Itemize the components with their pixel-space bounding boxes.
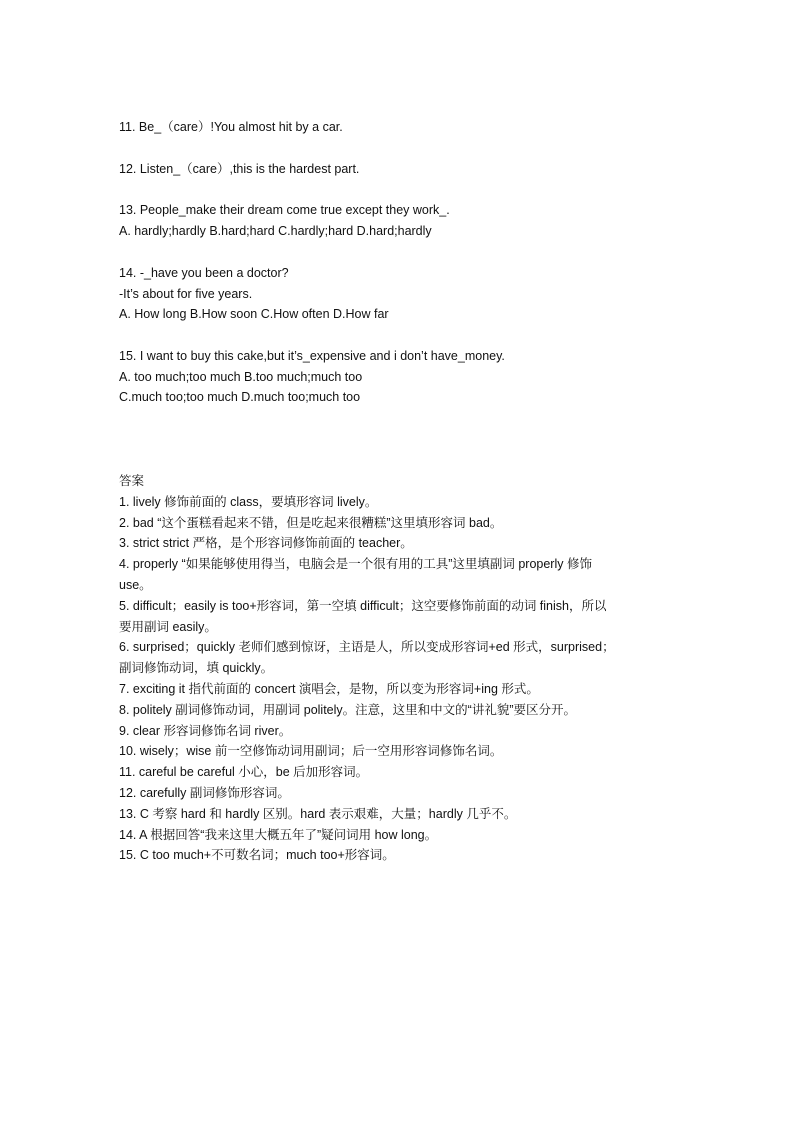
- question-15-options-ab: A. too much;too much B.too much;much too: [119, 370, 363, 384]
- question-12: 12. Listen_（care）,this is the hardest part.: [119, 162, 360, 176]
- answer-line: 要用副词 easily。: [119, 620, 217, 634]
- answer-line: 7. exciting it 指代前面的 concert 演唱会，是物，所以变为形容词+ing 形式。: [119, 682, 539, 696]
- answer-line: 3. strict strict 严格，是个形容词修饰前面的 teacher。: [119, 536, 413, 550]
- answer-line: 6. surprised；quickly 老师们感到惊讶，主语是人，所以变成形容词+ed 形式，surprised；: [119, 640, 615, 654]
- answer-line: 14. A 根据回答“我来这里大概五年了”疑问词用 how long。: [119, 828, 438, 842]
- answer-line: 2. bad “这个蛋糕看起来不错，但是吃起来很糟糕”这里填形容词 bad。: [119, 516, 503, 530]
- question-15: 15. I want to buy this cake,but it’s_expensive and i don’t have_money.: [119, 349, 505, 363]
- answer-line: 4. properly “如果能够使用得当，电脑会是一个很有用的工具”这里填副词 properly 修饰: [119, 557, 592, 571]
- answer-line: 12. carefully 副词修饰形容词。: [119, 786, 290, 800]
- question-11: 11. Be_（care）!You almost hit by a car.: [119, 120, 343, 134]
- question-14: 14. -_have you been a doctor?: [119, 266, 289, 280]
- answer-line: 8. politely 副词修饰动词，用副词 politely。注意，这里和中文的“讲礼貌”要区分开。: [119, 703, 576, 717]
- answer-line: 13. C 考察 hard 和 hardly 区别。hard 表示艰难，大量；hardly 几乎不。: [119, 807, 517, 821]
- answer-line: 15. C too much+不可数名词；much too+形容词。: [119, 848, 395, 862]
- question-13-options: A. hardly;hardly B.hard;hard C.hardly;hard D.hard;hardly: [119, 224, 432, 238]
- answer-line: 9. clear 形容词修饰名词 river。: [119, 724, 292, 738]
- answer-line: 5. difficult；easily is too+形容词，第一空填 difficult；这空要修饰前面的动词 finish，所以: [119, 599, 607, 613]
- question-14-reply: -It’s about for five years.: [119, 287, 253, 301]
- question-15-options-cd: C.much too;too much D.much too;much too: [119, 390, 361, 404]
- question-14-options: A. How long B.How soon C.How often D.How far: [119, 307, 389, 321]
- answer-line: 11. careful be careful 小心，be 后加形容词。: [119, 765, 369, 779]
- document-page: [119, 0, 699, 1123]
- question-13: 13. People_make their dream come true except they work_.: [119, 203, 450, 217]
- answer-line: 1. lively 修饰前面的 class，要填形容词 lively。: [119, 495, 378, 509]
- answer-line: 10. wisely；wise 前一空修饰动词用副词；后一空用形容词修饰名词。: [119, 744, 503, 758]
- answer-line: use。: [119, 578, 152, 592]
- answer-line: 副词修饰动词，填 quickly。: [119, 661, 274, 675]
- answers-heading: 答案: [119, 474, 145, 488]
